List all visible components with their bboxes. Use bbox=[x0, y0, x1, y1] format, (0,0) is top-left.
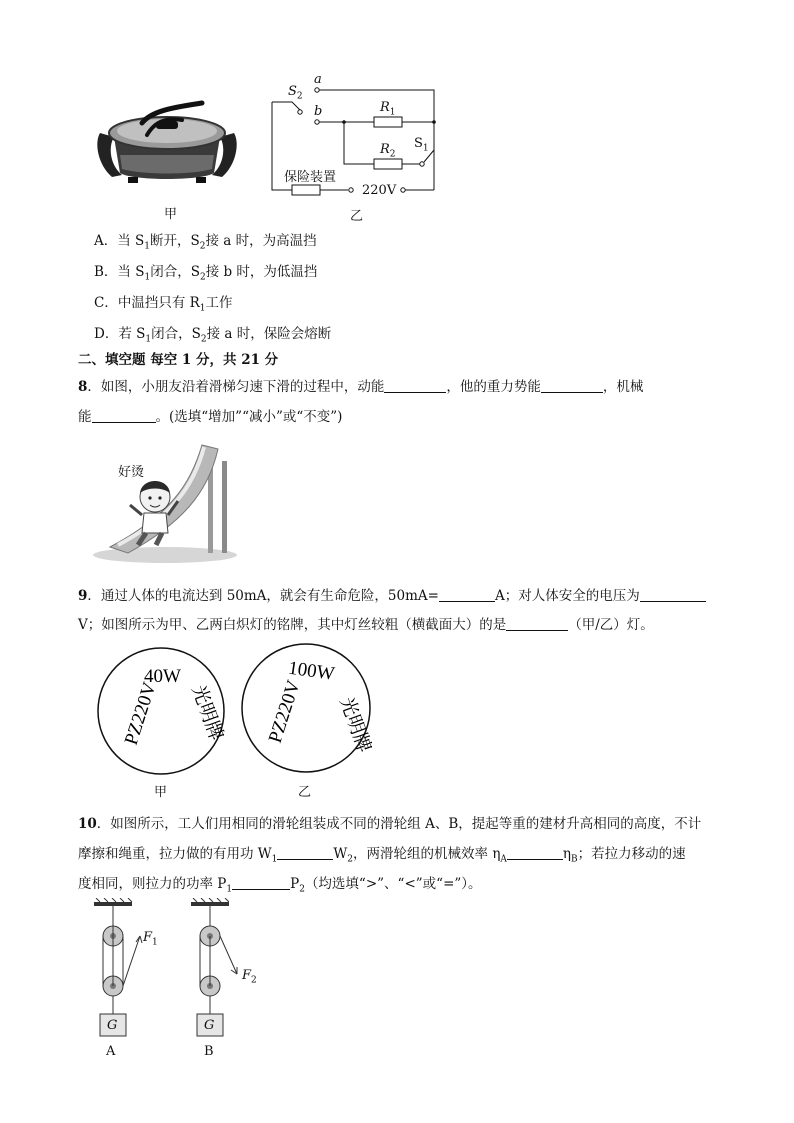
q9-line2: V；如图所示为甲、乙两白炽灯的铭牌，其中灯丝较粗（横截面大）的是 （甲/乙）灯。 bbox=[78, 617, 654, 633]
q8-blank-2[interactable] bbox=[541, 379, 603, 393]
section-heading: 二、填空题 每空 1 分，共 21 分 bbox=[78, 352, 279, 368]
plate-yi-voltage: PZ220V bbox=[264, 677, 305, 746]
plate-jia-caption: 甲 bbox=[154, 785, 168, 800]
option-a: A．当 $S_1$断开，$S_2$接 a 时，为高温挡 bbox=[94, 233, 317, 252]
q9-blank-3[interactable] bbox=[506, 617, 568, 631]
voltage-label: 220V bbox=[362, 183, 397, 198]
q10-line3: 度相同，则拉力的功率 $P_1$ $P_2$（均选填“>”、“<”或“=”）。 bbox=[78, 876, 482, 895]
option-b: B．当 $S_1$闭合，$S_2$接 b 时，为低温挡 bbox=[94, 264, 318, 283]
weight-b-label: G bbox=[204, 1018, 215, 1033]
slide-illustration bbox=[90, 435, 240, 565]
plate-yi-power: 100W bbox=[286, 657, 336, 685]
q10-blank-1[interactable] bbox=[277, 846, 333, 860]
plate-jia-power: 40W bbox=[144, 666, 181, 687]
fuse-label: 保险装置 bbox=[284, 170, 337, 185]
q10-blank-2[interactable] bbox=[507, 846, 563, 860]
force-f1-label: $F_1$ bbox=[143, 930, 158, 948]
plate-yi-caption: 乙 bbox=[298, 785, 312, 800]
contact-a-label: a bbox=[314, 72, 322, 87]
electric-pot-image bbox=[92, 95, 242, 190]
pulley-a-caption: A bbox=[106, 1044, 116, 1059]
q8-blank-3[interactable] bbox=[92, 409, 156, 423]
s2-label: $S_2$ bbox=[288, 84, 303, 102]
q10-blank-3[interactable] bbox=[232, 876, 290, 890]
q9-line1: 9．通过人体的电流达到 50mA，就会有生命危险，50mA= A；对人体安全的电压为 bbox=[78, 584, 706, 604]
lamp-plate-yi bbox=[240, 642, 372, 774]
q9-blank-1[interactable] bbox=[439, 588, 495, 602]
force-f2-label: $F_2$ bbox=[242, 968, 257, 986]
option-d: D．若 $S_1$闭合，$S_2$接 a 时，保险会熔断 bbox=[94, 326, 332, 345]
r2-label: $R_2$ bbox=[380, 142, 396, 160]
weight-a-label: G bbox=[107, 1018, 118, 1033]
q8-blank-1[interactable] bbox=[384, 379, 446, 393]
contact-b-label: b bbox=[314, 104, 323, 119]
q10-line2: 摩擦和绳重，拉力做的有用功 $W_1$ $W_2$，两滑轮组的机械效率 $\eta_A$ $\eta_B$；若拉力移动的速 bbox=[78, 846, 686, 865]
lamp-plate-jia bbox=[96, 646, 226, 776]
pulley-b-caption: B bbox=[204, 1044, 214, 1059]
q9-blank-2[interactable] bbox=[640, 588, 706, 602]
s1-label: $S_1$ bbox=[414, 136, 429, 154]
plate-yi-brand: 光明牌 bbox=[335, 694, 372, 756]
slide-speech-text: 好烫 bbox=[118, 465, 145, 480]
pulley-system-a bbox=[90, 898, 170, 1038]
circuit-caption: 乙 bbox=[350, 209, 364, 224]
pot-figure bbox=[92, 95, 242, 190]
q8-line2: 能 。(选填“增加”“减小”或“不变”) bbox=[78, 409, 343, 425]
q10-line1: 10．如图所示，工人们用相同的滑轮组装成不同的滑轮组 A、B，提起等重的建材升高相同的高度，不计 bbox=[78, 816, 702, 832]
r1-label: $R_1$ bbox=[380, 100, 396, 118]
plate-jia-brand: 光明牌 bbox=[187, 682, 226, 744]
option-c: C．中温挡只有 $R_1$工作 bbox=[94, 295, 233, 314]
q8-line1: 8．如图，小朋友沿着滑梯匀速下滑的过程中，动能 ，他的重力势能 ，机械 bbox=[78, 379, 644, 395]
plate-jia-voltage: PZ220V bbox=[120, 679, 161, 748]
pot-caption: 甲 bbox=[164, 207, 178, 222]
